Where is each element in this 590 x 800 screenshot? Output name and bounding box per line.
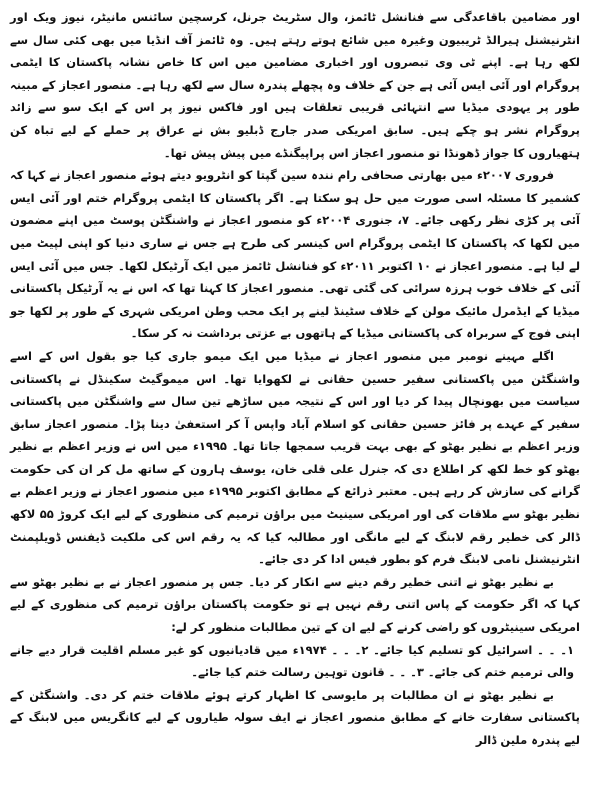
demands-list-item: ۱۔ ۔ ۔ اسرائیل کو تسلیم کیا جائے۔ ۲۔ ۔ ۔ ۱۹۷۴ء میں قادیانیوں کو غیر مسلم اقلیت قرار دیے جانے والی ترمیم ختم کی جائے۔ ۳۔ ۔ ۔ قانون توہین رسالت ختم کیا جائے۔ [10,642,574,680]
paragraph-kashmir-interview: فروری ۲۰۰۷ء میں بھارتی صحافی رام نندہ سین گپتا کو انٹرویو دیتے ہوئے منصور اعجاز نے کہا کہ کشمیر کا مسئلہ اسی صورت میں حل ہو سکتا ہے۔ اگر پاکستان کا ایٹمی پروگرام ختم اور آئی ایس آئی پر کڑی نظر رکھی جائے۔ ۷، جنوری ۲۰۰۴ء کو منصور اعجاز نے واشنگٹن پوسٹ میں اپنے مضمون میں لکھا کہ پاکستان کا ایٹمی پروگرام اس کینسر کی طرح ہے جس نے ساری دنیا کو اپنی لپیٹ میں لے لیا ہے۔ منصور اعجاز نے ۱۰ اکتوبر ۲۰۱۱ء کو فنانشل ٹائمز میں ایک آرٹیکل لکھا۔ جس میں آئی ایس آئی کے خلاف خوب ہرزہ سرائی کی گئی تھی۔ منصور اعجاز کا کہنا تھا کہ اس نے یہ آرٹیکل پاکستانی میڈیا کے ایڈمرل مائیک مولن کے خلاف سٹینڈ لینے پر ایک محب وطن امریکی شہری کے طور پر لکھا جو اپنی فوج کے سربراہ کی پاکستانی میڈیا کے ہاتھوں بے عزتی برداشت نہ کر سکا۔ [10,168,581,341]
paragraph-memogate: اگلے مہینے نومبر میں منصور اعجاز نے میڈیا میں ایک میمو جاری کیا جو بقول اس کے اسے واشنگٹن میں پاکستانی سفیر حسین حقانی نے لکھوایا تھا۔ اس میموگیٹ سکینڈل نے پاکستانی سیاست میں بھونچال پیدا کر دیا اور اس کے نتیجہ میں ساڑھے تین سال سے واشنگٹن میں پاکستانی سفیر کے عہدے پر فائز حسین حقانی کو اسلام آباد واپس آ کر استعفیٰ دینا پڑا۔ منصور اعجاز سابق وزیر اعظم بے نظیر بھٹو کے بھی بہت قریب سمجھا جاتا تھا۔ ۱۹۹۵ء میں اس نے وزیر اعظم بے نظیر بھٹو کو خط لکھ کر اطلاع دی کہ جنرل علی قلی خان، یوسف ہارون کے ساتھ مل کر ان کی حکومت گرانے کی سازش کر رہے ہیں۔ معتبر ذرائع کے مطابق اکتوبر ۱۹۹۵ء میں منصور اعجاز نے وزیر اعظم بے نظیر بھٹو سے ملاقات کی اور امریکی سینیٹ میں براؤن ترمیم کی منظوری کے لیے ایک کروڑ ۵۵ لاکھ ڈالر کی خطیر رقم لابنگ کے لیے مانگی اور مطالبہ کیا کہ یہ رقم اس کی ملکیت ڈیفنس ڈویلپمنٹ انٹرنیشنل نامی لابنگ فرم کو بطور فیس ادا کر دی جائے۔ [10,348,580,567]
paragraph-ijaz-background: اور مضامین باقاعدگی سے فنانشل ٹائمز، وال سٹریٹ جرنل، کرسچین سائنس مانیٹر، نیوز ویک اور انٹرنیشنل ہیرالڈ ٹریبیون وغیرہ میں شائع ہوتے رہتے ہیں۔ وہ ٹائمز آف انڈیا میں بھی کئی سال سے لکھ رہا ہے۔ اپنے ٹی وی تبصروں اور اخباری مضامین میں اس کا خاص نشانہ پاکستان کا ایٹمی پروگرام اور آئی ایس آئی ہے جن کے خلاف وہ پچھلے پندرہ سال سے لکھ رہا ہے۔ منصور اعجاز کے مبینہ طور پر یہودی میڈیا سے انتہائی قریبی تعلقات ہیں اور فاکس نیوز پر اس کے ایک سو سے زائد پروگرام نشر ہو چکے ہیں۔ سابق امریکی صدر جارج ڈبلیو بش نے عراق پر حملے کے لیے تباہ کن ہتھیاروں کا جواز ڈھونڈا تو منصور اعجاز اس پراپیگنڈے میں پیش پیش تھا۔ [10,10,580,160]
paragraph-closing: بے نظیر بھٹو نے ان مطالبات پر مایوسی کا اظہار کرتے ہوئے ملاقات ختم کر دی۔ واشنگٹن کے پاکستانی سفارت خانے کے مطابق منصور اعجاز نے ایف سولہ طیاروں کے لیے کانگریس میں لابنگ کے لیے پندرہ ملین ڈالر [10,687,580,747]
paragraph-three-demands: بے نظیر بھٹو نے اتنی خطیر رقم دینے سے انکار کر دیا۔ جس پر منصور اعجاز نے بے نظیر بھٹو سے کہا کہ اگر حکومت کے پاس اتنی رقم نہیں ہے تو حکومت پاکستان براؤن ترمیم کی منظوری کے لیے امریکی سینیٹروں کو راضی کرنے کے لیے ان کے تین مطالبات منظور کر لے: [10,574,580,635]
article-body [10,6,580,752]
